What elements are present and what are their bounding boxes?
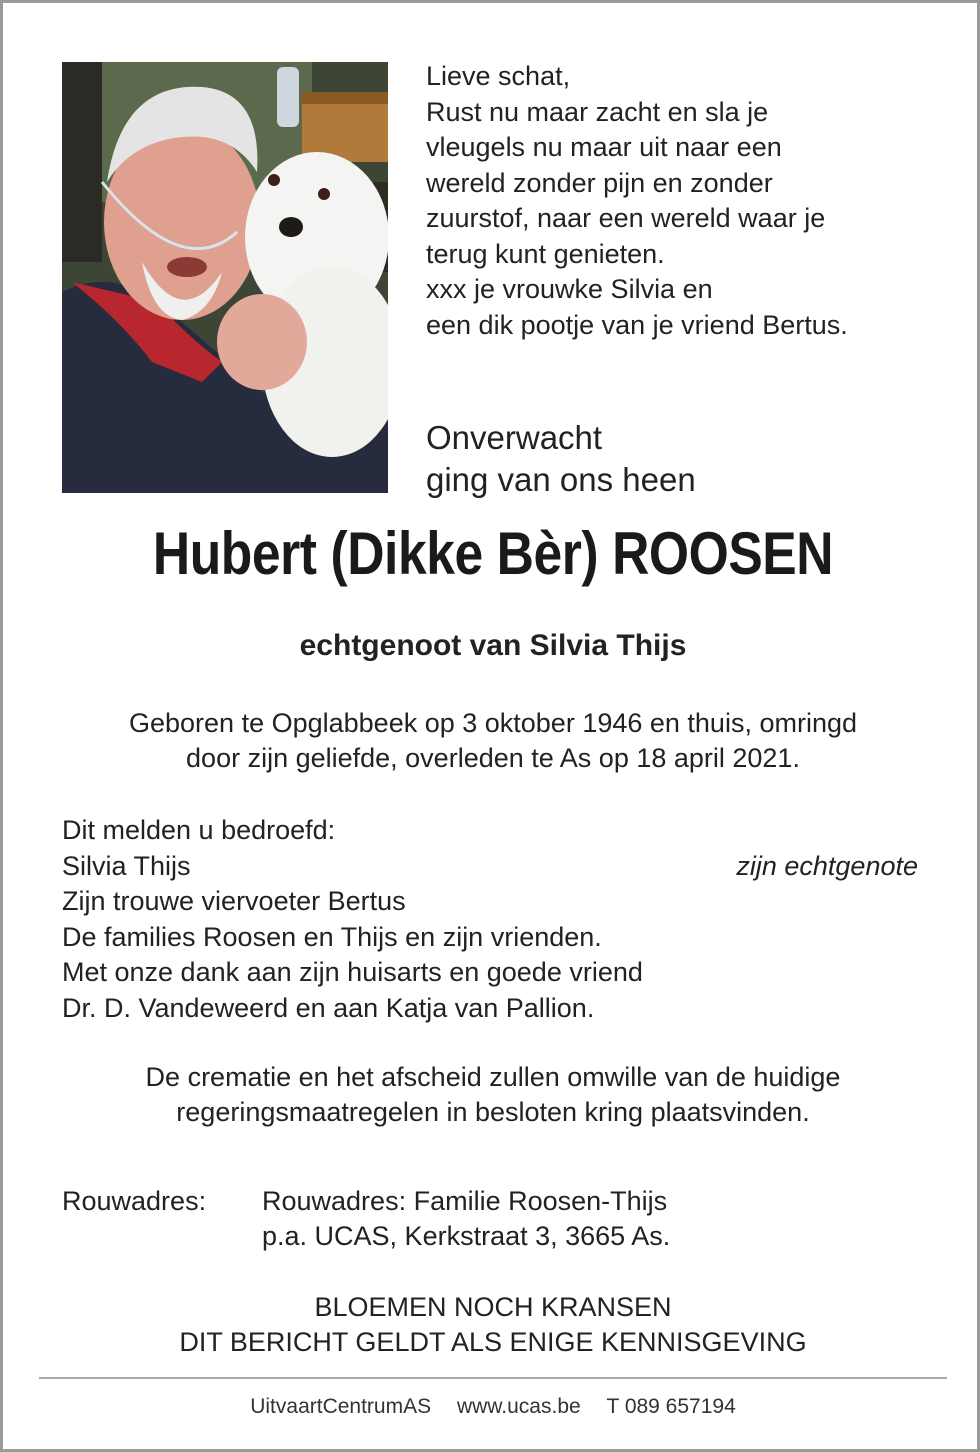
poem-line: een dik pootje van je vriend Bertus.: [426, 309, 848, 340]
footer-phone: T 089 657194: [606, 1395, 736, 1418]
poem-line: Lieve schat,: [426, 61, 571, 91]
address-label: Rouwadres:: [62, 1186, 207, 1216]
mourners-heading: Dit melden u bedroefd:: [62, 815, 336, 845]
poem-line: Rust nu maar zacht en sla je: [426, 96, 769, 127]
birth-death-text: [43, 706, 943, 776]
cremation-text: [43, 1060, 943, 1130]
portrait-photo: [62, 62, 388, 493]
mourner-line: Met onze dank aan zijn huisarts en goede vriend: [62, 957, 643, 987]
mourner-line: Zijn trouwe viervoeter Bertus: [62, 886, 406, 916]
address-block: [262, 1184, 670, 1254]
intro-line-2: ging van ons heen: [426, 461, 696, 498]
birth-death-line-1: Geboren te Opglabbeek op 3 oktober 1946 en thuis, omringd: [129, 708, 857, 738]
footer-company: UitvaartCentrumAS: [250, 1395, 432, 1418]
mourner-line: De families Roosen en Thijs en zijn vrienden.: [62, 921, 602, 952]
address-line-2: p.a. UCAS, Kerkstraat 3, 3665 As.: [262, 1221, 671, 1251]
notice-line-1: BLOEMEN NOCH KRANSEN: [314, 1292, 672, 1322]
mourner-spouse-role: zijn echtgenote: [736, 850, 918, 881]
poem-line: zuurstof, naar een wereld waar je: [426, 203, 826, 233]
mourner-spouse-row: [62, 849, 918, 885]
cremation-line-2: regeringsmaatregelen in besloten kring plaatsvinden.: [176, 1097, 810, 1127]
deceased-name: Hubert (Dikke Bèr) ROOSEN: [152, 520, 834, 587]
intro-text: [426, 417, 696, 501]
address-line-1: Rouwadres: Familie Roosen-Thijs: [262, 1186, 668, 1216]
footer-divider: [39, 1377, 947, 1379]
birth-death-line-2: door zijn geliefde, overleden te As op 18 april 2021.: [186, 743, 800, 773]
poem: [426, 59, 848, 343]
notice-line-2: DIT BERICHT GELDT ALS ENIGE KENNISGEVING: [179, 1327, 807, 1357]
poem-line: vleugels nu maar uit naar een: [426, 132, 782, 162]
footer-website[interactable]: www.ucas.be: [456, 1395, 581, 1418]
cremation-line-1: De crematie en het afscheid zullen omwille van de huidige: [145, 1062, 841, 1092]
notice-text: [3, 1290, 980, 1360]
intro-line-1: Onverwacht: [426, 419, 603, 456]
poem-line: wereld zonder pijn en zonder: [426, 167, 773, 198]
footer: [3, 1395, 980, 1419]
mourner-spouse-name: Silvia Thijs: [62, 850, 191, 881]
spouse-line: echtgenoot van Silvia Thijs: [299, 629, 687, 662]
poem-line: terug kunt genieten.: [426, 238, 665, 269]
mourners-list: [62, 813, 918, 1026]
mourner-line: Dr. D. Vandeweerd en aan Katja van Pallion.: [62, 992, 595, 1023]
poem-line: xxx je vrouwke Silvia en: [426, 274, 713, 304]
